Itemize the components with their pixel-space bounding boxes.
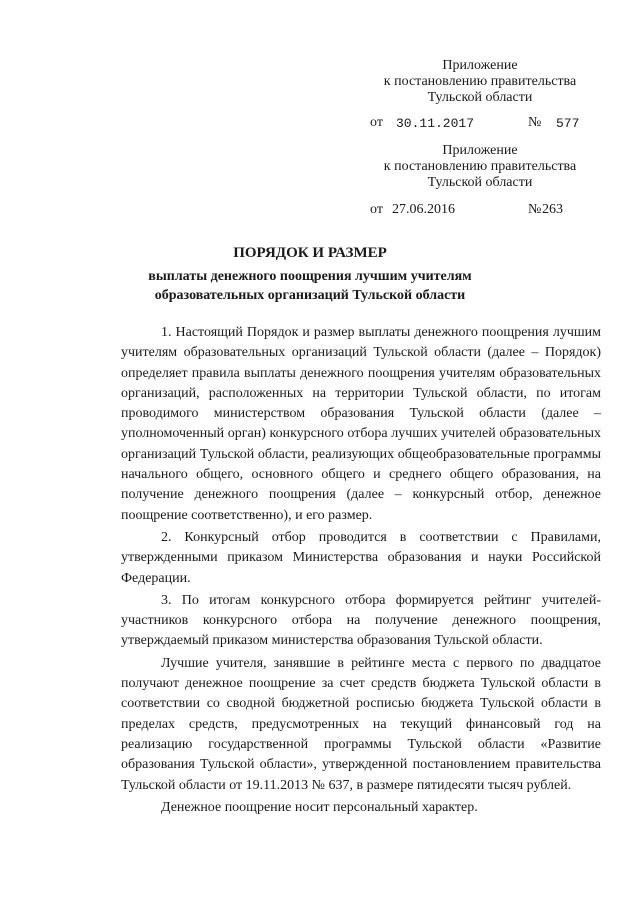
- appendix-label: Приложение: [442, 58, 518, 73]
- paragraph-2: 2. Конкурсный отбор проводится в соответствии с Правилами, утвержденными приказом Министерства образования и науки Российской Федерации.: [121, 529, 601, 586]
- resolution-number: 263: [542, 202, 563, 217]
- appendix-region-line: Тульской области: [427, 175, 533, 190]
- paragraph-4: Лучшие учителя, занявшие в рейтинге места с первого по двадцатое получают денежное поощрение за счет средств бюджета Тульской области в соответствии со сводной бюджетной росписью бюджета Тульской области в пределах средств, предусмотренных на текущий финансовый год на реализацию государственной программы Тульской области «Развитие образования Тульской области», утвержденной постановлением правительства Тульской области от 19.11.2013 № 637, в размере пятидесяти тысяч рублей.: [121, 655, 601, 793]
- appendix-region-line: Тульской области: [427, 90, 533, 105]
- paragraph-1: 1. Настоящий Порядок и размер выплаты денежного поощрения лучшим учителям образовательных организаций Тульской области (далее – Порядок) определяет правила выплаты денежного поощрения учителям образовательных организаций, расположенных на территории Тульской области, по итогам проводимого министерством образования Тульской области (далее – уполномоченный орган) конкурсного отбора лучших учителей образовательных организаций Тульской области, реализующих общеобразовательные программы начального общего, основного общего и среднего общего образования, на получение денежного поощрения (далее – конкурсный отбор, денежное поощрение соответственно), и его размер.: [121, 325, 601, 523]
- resolution-number: 577: [556, 116, 580, 131]
- date-from-label: от: [370, 202, 383, 217]
- document-body: [121, 323, 601, 818]
- appendix-header-original: [360, 143, 600, 191]
- resolution-date: 30.11.2017: [396, 116, 475, 131]
- date-from-label: от: [370, 115, 383, 130]
- appendix-label: Приложение: [442, 143, 518, 158]
- document-subtitle-line-1: выплаты денежного поощрения лучшим учителям: [148, 269, 472, 284]
- appendix-header-current: [360, 58, 600, 106]
- number-sign: №: [528, 202, 542, 217]
- paragraph-5: Денежное поощрение носит персональный характер.: [161, 799, 478, 815]
- document-subtitle-line-2: образовательных организаций Тульской области: [154, 288, 466, 303]
- appendix-resolution-line: к постановлению правительства: [383, 159, 577, 174]
- document-title: ПОРЯДОК И РАЗМЕР: [233, 245, 387, 261]
- number-sign: №: [528, 115, 542, 130]
- appendix-resolution-line: к постановлению правительства: [383, 74, 577, 89]
- resolution-date: 27.06.2016: [392, 202, 455, 217]
- paragraph-3: 3. По итогам конкурсного отбора формируется рейтинг учителей-участников конкурсного отбора на получение денежного поощрения, утверждаемый приказом министерства образования Тульской области.: [121, 592, 601, 649]
